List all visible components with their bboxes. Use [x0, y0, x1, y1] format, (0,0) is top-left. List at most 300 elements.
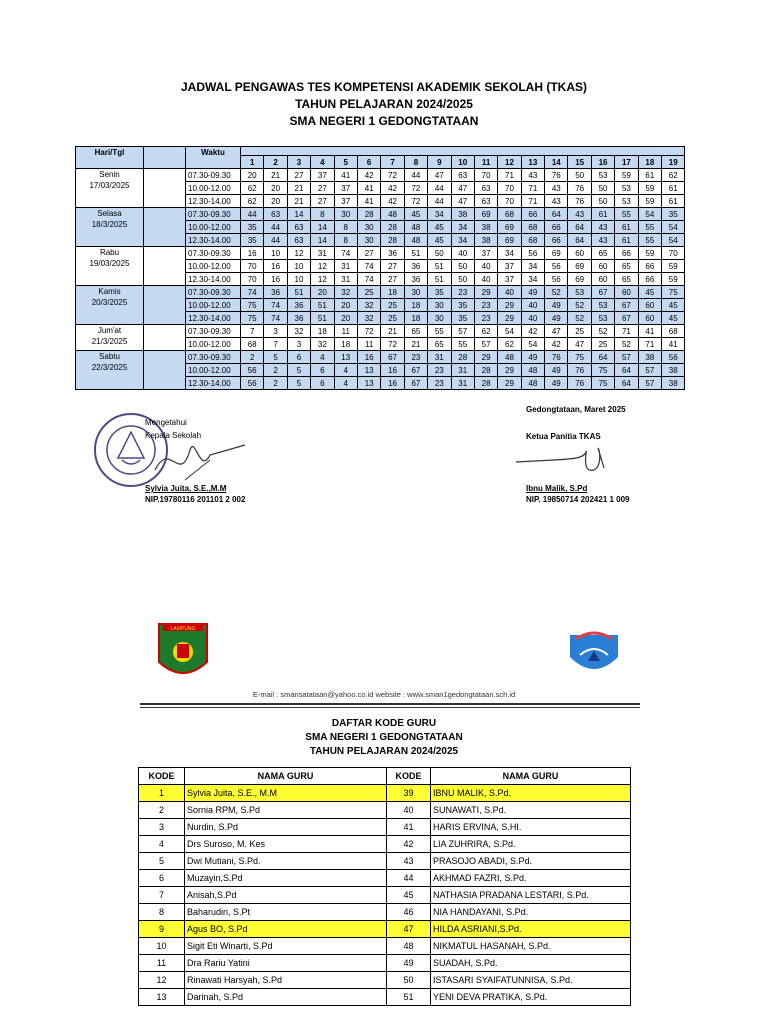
teacher-row [139, 904, 631, 921]
proctor-code: 23 [428, 377, 451, 390]
proctor-code: 38 [662, 364, 685, 377]
proctor-code: 70 [474, 169, 497, 182]
room-number: 14 [545, 156, 568, 169]
proctor-code: 72 [404, 195, 427, 208]
proctor-code: 41 [662, 338, 685, 351]
proctor-code: 55 [638, 234, 661, 247]
nama-left: Nurdin, S.Pd [185, 819, 387, 836]
proctor-code: 70 [662, 247, 685, 260]
proctor-code: 68 [241, 338, 264, 351]
nama-right: YENI DEVA PRATIKA, S.Pd. [431, 989, 631, 1006]
room-number: 7 [381, 156, 404, 169]
proctor-code: 60 [638, 299, 661, 312]
schedule-row [76, 247, 685, 260]
proctor-code: 44 [404, 169, 427, 182]
proctor-code: 16 [357, 351, 380, 364]
proctor-code: 74 [357, 273, 380, 286]
proctor-code: 54 [662, 221, 685, 234]
doc-title-line1: JADWAL PENGAWAS TES KOMPETENSI AKADEMIK SEKOLAH (TKAS) [180, 80, 588, 94]
proctor-code: 59 [638, 182, 661, 195]
proctor-code: 64 [545, 208, 568, 221]
proctor-code: 62 [474, 325, 497, 338]
session-time: 07.30-09.30 [186, 286, 241, 299]
kode-right: 39 [387, 785, 431, 802]
proctor-code: 14 [311, 234, 334, 247]
proctor-code: 35 [241, 234, 264, 247]
day-date: 18/3/2025 [91, 220, 128, 229]
proctor-code: 76 [545, 351, 568, 364]
proctor-code: 2 [264, 364, 287, 377]
kode-right: 49 [387, 955, 431, 972]
header-nama-left: NAMA GURU [185, 768, 387, 785]
guru-title-line2: SMA NEGERI 1 GEDONGTATAAN [305, 732, 463, 743]
nama-right: NIA HANDAYANI, S.Pd. [431, 904, 631, 921]
proctor-code: 45 [638, 286, 661, 299]
day-cell [76, 325, 144, 351]
proctor-code: 72 [381, 338, 404, 351]
proctor-code: 10 [287, 273, 310, 286]
proctor-code: 36 [404, 260, 427, 273]
teacher-row [139, 853, 631, 870]
proctor-code: 47 [428, 169, 451, 182]
proctor-code: 8 [334, 234, 357, 247]
proctor-code: 67 [381, 351, 404, 364]
header-time: Waktu [186, 147, 241, 169]
room-number: 5 [334, 156, 357, 169]
session-time: 10.00-12.00 [186, 364, 241, 377]
proctor-code: 34 [521, 260, 544, 273]
kode-right: 42 [387, 836, 431, 853]
teacher-row [139, 802, 631, 819]
proctor-code: 59 [662, 273, 685, 286]
proctor-code: 27 [381, 273, 404, 286]
session-time: 10.00-12.00 [186, 221, 241, 234]
proctor-code: 55 [451, 338, 474, 351]
proctor-code: 27 [311, 195, 334, 208]
proctor-code: 28 [357, 208, 380, 221]
proctor-code: 37 [334, 195, 357, 208]
left-title1: Mengetahui [145, 418, 187, 427]
proctor-code: 38 [474, 234, 497, 247]
proctor-code: 49 [521, 286, 544, 299]
proctor-code: 65 [591, 247, 614, 260]
teacher-code-table [138, 767, 631, 1006]
proctor-code: 16 [264, 260, 287, 273]
schedule-row [76, 325, 685, 338]
proctor-code: 61 [591, 208, 614, 221]
proctor-code: 60 [568, 247, 591, 260]
proctor-code: 57 [638, 377, 661, 390]
proctor-code: 63 [264, 208, 287, 221]
principal-nip: NIP.19780116 201101 2 002 [145, 495, 246, 504]
proctor-code: 23 [474, 312, 497, 325]
proctor-code: 40 [474, 273, 497, 286]
proctor-code: 40 [498, 286, 521, 299]
session-time: 12.30-14.00 [186, 195, 241, 208]
proctor-code: 29 [498, 312, 521, 325]
proctor-code: 42 [357, 169, 380, 182]
kode-left: 13 [139, 989, 185, 1006]
proctor-code: 32 [311, 338, 334, 351]
proctor-code: 44 [428, 195, 451, 208]
proctor-code: 43 [521, 169, 544, 182]
proctor-code: 47 [451, 195, 474, 208]
proctor-code: 51 [428, 273, 451, 286]
proctor-code: 53 [591, 299, 614, 312]
proctor-code: 40 [474, 260, 497, 273]
proctor-code: 5 [264, 351, 287, 364]
proctor-code: 48 [498, 351, 521, 364]
proctor-code: 28 [381, 234, 404, 247]
proctor-code: 60 [591, 273, 614, 286]
proctor-code: 32 [357, 299, 380, 312]
right-place-date: Gedongtataan, Maret 2025 [526, 405, 626, 414]
room-number: 2 [264, 156, 287, 169]
day-date: 22/3/2025 [91, 363, 128, 372]
proctor-code: 50 [591, 182, 614, 195]
room-number: 10 [451, 156, 474, 169]
proctor-code: 61 [662, 195, 685, 208]
proctor-code: 52 [615, 338, 638, 351]
proctor-code: 2 [264, 377, 287, 390]
room-number: 11 [474, 156, 497, 169]
header-nama-right: NAMA GURU [431, 768, 631, 785]
proctor-code: 20 [334, 312, 357, 325]
proctor-code: 41 [334, 169, 357, 182]
proctor-code: 69 [498, 234, 521, 247]
proctor-code: 25 [568, 325, 591, 338]
proctor-code: 75 [591, 377, 614, 390]
proctor-code: 75 [662, 286, 685, 299]
proctor-code: 12 [311, 260, 334, 273]
proctor-code: 55 [428, 325, 451, 338]
proctor-code: 53 [615, 182, 638, 195]
proctor-code: 10 [287, 260, 310, 273]
schedule-row [76, 286, 685, 299]
school-logo-icon [566, 625, 622, 681]
proctor-code: 35 [451, 312, 474, 325]
session-time: 10.00-12.00 [186, 299, 241, 312]
teacher-row [139, 955, 631, 972]
proctor-code: 63 [474, 195, 497, 208]
proctor-code: 44 [264, 221, 287, 234]
day-name: Selasa [97, 209, 122, 218]
proctor-code: 63 [474, 182, 497, 195]
proctor-code: 28 [474, 364, 497, 377]
kode-right: 43 [387, 853, 431, 870]
proctor-code: 20 [264, 195, 287, 208]
proctor-code: 45 [662, 312, 685, 325]
kode-left: 2 [139, 802, 185, 819]
proctor-code: 35 [662, 208, 685, 221]
session-time: 12.30-14.00 [186, 312, 241, 325]
proctor-code: 27 [287, 169, 310, 182]
day-name: Jum'at [97, 326, 122, 335]
proctor-code: 59 [638, 195, 661, 208]
proctor-code: 18 [404, 312, 427, 325]
proctor-code: 31 [451, 364, 474, 377]
teacher-row [139, 870, 631, 887]
proctor-code: 42 [381, 182, 404, 195]
proctor-code: 14 [287, 208, 310, 221]
session-time: 12.30-14.00 [186, 377, 241, 390]
proctor-code: 74 [264, 299, 287, 312]
kode-left: 5 [139, 853, 185, 870]
proctor-code: 65 [404, 325, 427, 338]
proctor-code: 65 [615, 260, 638, 273]
lampung-logo-text: LAMPUNG [170, 626, 196, 632]
proctor-code: 47 [451, 182, 474, 195]
proctor-code: 38 [638, 351, 661, 364]
proctor-code: 43 [591, 221, 614, 234]
proctor-code: 56 [521, 247, 544, 260]
proctor-code: 34 [428, 208, 451, 221]
proctor-code: 43 [545, 195, 568, 208]
proctor-code: 41 [357, 182, 380, 195]
proctor-code: 55 [638, 221, 661, 234]
guru-title-line3: TAHUN PELAJARAN 2024/2025 [309, 746, 459, 757]
proctor-code: 27 [357, 247, 380, 260]
proctor-code: 28 [451, 351, 474, 364]
proctor-code: 27 [311, 182, 334, 195]
proctor-code: 50 [568, 169, 591, 182]
proctor-code: 23 [474, 299, 497, 312]
room-number: 18 [638, 156, 661, 169]
day-cell [76, 208, 144, 247]
proctor-code: 4 [334, 377, 357, 390]
proctor-code: 56 [545, 260, 568, 273]
proctor-code: 74 [334, 247, 357, 260]
proctor-code: 71 [615, 325, 638, 338]
proctor-code: 64 [615, 364, 638, 377]
proctor-code: 59 [662, 260, 685, 273]
proctor-code: 51 [311, 312, 334, 325]
proctor-code: 35 [451, 299, 474, 312]
proctor-code: 56 [662, 351, 685, 364]
proctor-code: 16 [241, 247, 264, 260]
proctor-code: 48 [404, 234, 427, 247]
proctor-code: 32 [357, 312, 380, 325]
nama-right: SUADAH, S.Pd. [431, 955, 631, 972]
teacher-row [139, 972, 631, 989]
proctor-code: 56 [545, 273, 568, 286]
proctor-code: 40 [451, 247, 474, 260]
proctor-code: 53 [591, 312, 614, 325]
schedule-table [75, 146, 685, 390]
proctor-code: 29 [498, 299, 521, 312]
day-name: Rabu [99, 248, 120, 257]
proctor-code: 76 [545, 169, 568, 182]
kode-right: 46 [387, 904, 431, 921]
proctor-code: 43 [568, 208, 591, 221]
proctor-code: 31 [428, 351, 451, 364]
kode-right: 45 [387, 887, 431, 904]
proctor-code: 20 [334, 299, 357, 312]
proctor-code: 20 [241, 169, 264, 182]
proctor-code: 8 [334, 221, 357, 234]
proctor-code: 29 [498, 364, 521, 377]
nama-right: NATHASIA PRADANA LESTARI, S.Pd. [431, 887, 631, 904]
proctor-code: 48 [404, 221, 427, 234]
day-date: 19/03/2025 [89, 259, 130, 268]
proctor-code: 34 [451, 221, 474, 234]
doc-title-line3: SMA NEGERI 1 GEDONGTATAAN [289, 114, 479, 128]
proctor-code: 70 [241, 273, 264, 286]
proctor-code: 4 [334, 364, 357, 377]
kode-right: 44 [387, 870, 431, 887]
proctor-code: 71 [521, 195, 544, 208]
proctor-code: 60 [638, 312, 661, 325]
room-number: 3 [287, 156, 310, 169]
nama-left: Darinah, S.Pd [185, 989, 387, 1006]
nama-right: LIA ZUHRIRA, S.Pd. [431, 836, 631, 853]
nama-left: Sornia RPM, S.Pd [185, 802, 387, 819]
room-number: 17 [615, 156, 638, 169]
proctor-code: 71 [498, 169, 521, 182]
proctor-code: 30 [428, 312, 451, 325]
proctor-code: 11 [357, 338, 380, 351]
teacher-row [139, 938, 631, 955]
letterhead-rule-thin [140, 707, 640, 708]
proctor-code: 23 [428, 364, 451, 377]
proctor-code: 45 [428, 234, 451, 247]
proctor-code: 65 [615, 273, 638, 286]
kode-left: 11 [139, 955, 185, 972]
proctor-code: 21 [287, 182, 310, 195]
left-title2: Kepala Sekolah [145, 431, 202, 440]
proctor-code: 54 [521, 338, 544, 351]
proctor-code: 45 [662, 299, 685, 312]
proctor-code: 37 [334, 182, 357, 195]
kode-left: 4 [139, 836, 185, 853]
proctor-code: 68 [521, 221, 544, 234]
day-name: Sabtu [99, 352, 120, 361]
teacher-row [139, 989, 631, 1006]
proctor-code: 13 [334, 351, 357, 364]
proctor-code: 53 [615, 195, 638, 208]
kode-right: 47 [387, 921, 431, 938]
proctor-code: 11 [334, 325, 357, 338]
proctor-code: 6 [287, 351, 310, 364]
proctor-code: 59 [615, 169, 638, 182]
proctor-code: 13 [357, 364, 380, 377]
proctor-code: 69 [545, 247, 568, 260]
letterhead-rule-thick [140, 703, 640, 705]
proctor-code: 34 [498, 247, 521, 260]
guru-title-line1: DAFTAR KODE GURU [331, 718, 437, 729]
proctor-code: 38 [662, 377, 685, 390]
proctor-code: 16 [381, 364, 404, 377]
doc-title-line2: TAHUN PELAJARAN 2024/2025 [295, 97, 473, 111]
room-number: 15 [568, 156, 591, 169]
teacher-row [139, 785, 631, 802]
proctor-code: 42 [521, 325, 544, 338]
proctor-code: 40 [521, 299, 544, 312]
proctor-code: 67 [404, 377, 427, 390]
day-cell [76, 351, 144, 390]
proctor-code: 32 [334, 286, 357, 299]
kode-left: 9 [139, 921, 185, 938]
proctor-code: 42 [381, 195, 404, 208]
proctor-code: 30 [334, 208, 357, 221]
proctor-code: 30 [428, 299, 451, 312]
day-date: 21/3/2025 [91, 337, 128, 346]
day-blank [144, 325, 186, 351]
proctor-code: 14 [311, 221, 334, 234]
proctor-code: 54 [662, 234, 685, 247]
teacher-row [139, 887, 631, 904]
nama-left: Baharudin, S.Pt [185, 904, 387, 921]
proctor-code: 2 [241, 351, 264, 364]
proctor-code: 49 [521, 351, 544, 364]
proctor-code: 70 [498, 195, 521, 208]
proctor-code: 16 [264, 273, 287, 286]
proctor-code: 50 [591, 195, 614, 208]
proctor-code: 41 [638, 325, 661, 338]
proctor-code: 69 [474, 208, 497, 221]
proctor-code: 30 [357, 221, 380, 234]
proctor-code: 50 [451, 260, 474, 273]
proctor-code: 63 [287, 234, 310, 247]
proctor-code: 37 [311, 169, 334, 182]
kode-left: 7 [139, 887, 185, 904]
proctor-code: 76 [568, 364, 591, 377]
committee-nip: NIP. 19850714 202421 1 009 [526, 495, 630, 504]
nama-left: Dwi Mutiani, S.Pd. [185, 853, 387, 870]
proctor-code: 48 [381, 208, 404, 221]
proctor-code: 51 [404, 247, 427, 260]
day-cell [76, 247, 144, 286]
day-blank [144, 351, 186, 390]
proctor-code: 71 [521, 182, 544, 195]
proctor-code: 25 [357, 286, 380, 299]
proctor-code: 49 [545, 312, 568, 325]
proctor-code: 57 [451, 325, 474, 338]
proctor-code: 62 [498, 338, 521, 351]
day-blank [144, 247, 186, 286]
proctor-code: 41 [357, 195, 380, 208]
proctor-code: 18 [404, 299, 427, 312]
proctor-code: 36 [287, 312, 310, 325]
proctor-code: 25 [591, 338, 614, 351]
letterhead-contact: E-mail : smansatataan@yahoo.co.id website : www.sman1gedongtataan.sch.id [252, 690, 516, 699]
nama-left: Drs Suroso, M. Kes [185, 836, 387, 853]
committee-name: Ibnu Malik, S.Pd [526, 484, 588, 493]
room-number: 16 [591, 156, 614, 169]
nama-left: Rinawati Harsyah, S.Pd [185, 972, 387, 989]
proctor-code: 61 [615, 221, 638, 234]
principal-name: Sylvia Juita, S.E.,M.M [145, 484, 227, 493]
proctor-code: 74 [264, 312, 287, 325]
header-room-span [241, 147, 685, 156]
kode-left: 10 [139, 938, 185, 955]
proctor-code: 18 [381, 286, 404, 299]
proctor-code: 66 [638, 260, 661, 273]
proctor-code: 68 [521, 234, 544, 247]
proctor-code: 18 [334, 338, 357, 351]
proctor-code: 21 [287, 195, 310, 208]
proctor-code: 34 [521, 273, 544, 286]
proctor-code: 18 [311, 325, 334, 338]
proctor-code: 49 [545, 377, 568, 390]
kode-right: 51 [387, 989, 431, 1006]
day-blank [144, 169, 186, 208]
proctor-code: 54 [638, 208, 661, 221]
session-time: 10.00-12.00 [186, 260, 241, 273]
nama-left: Agus BO, S.Pd [185, 921, 387, 938]
proctor-code: 51 [311, 299, 334, 312]
proctor-code: 57 [615, 351, 638, 364]
